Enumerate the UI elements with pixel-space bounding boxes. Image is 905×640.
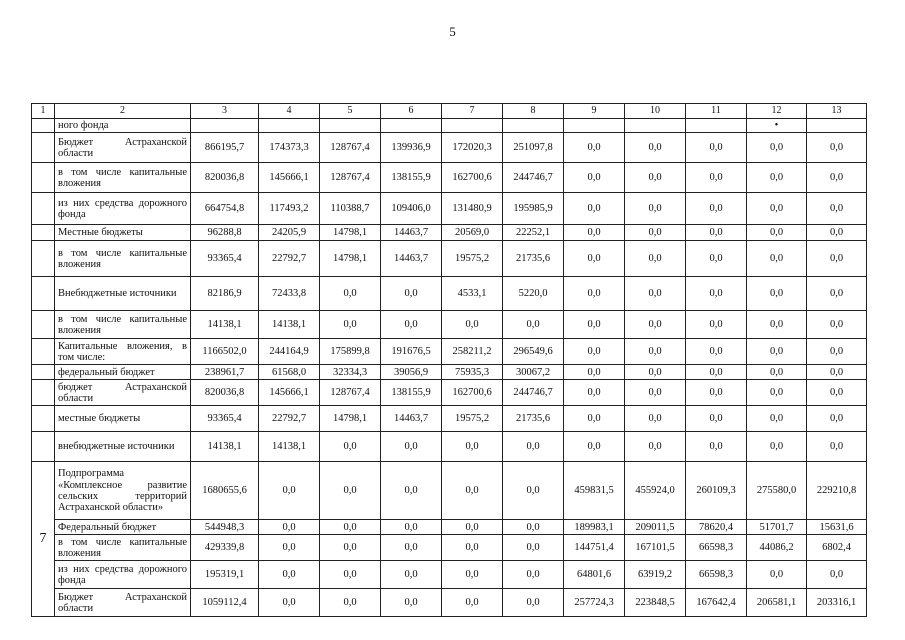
- value-cell: 82186,9: [191, 277, 259, 311]
- value-cell: 0,0: [381, 462, 442, 520]
- value-cell: 0,0: [625, 432, 686, 462]
- table-row: [32, 163, 867, 193]
- table-row: [32, 432, 867, 462]
- value-cell: 167642,4: [686, 589, 747, 617]
- row-number-cell: [32, 406, 55, 432]
- value-cell: 203316,1: [807, 589, 867, 617]
- value-cell: 0,0: [747, 365, 807, 380]
- value-cell: 0,0: [747, 561, 807, 589]
- value-cell: 0,0: [320, 561, 381, 589]
- value-cell: 0,0: [625, 193, 686, 225]
- value-cell: 20569,0: [442, 225, 503, 241]
- value-cell: 195319,1: [191, 561, 259, 589]
- value-cell: [686, 119, 747, 133]
- value-cell: 0,0: [625, 339, 686, 365]
- value-cell: [564, 119, 625, 133]
- value-cell: 0,0: [807, 277, 867, 311]
- row-label: местные бюджеты: [55, 406, 191, 432]
- value-cell: 0,0: [564, 193, 625, 225]
- row-label: ного фонда: [55, 119, 191, 133]
- value-cell: 24205,9: [259, 225, 320, 241]
- value-cell: 30067,2: [503, 365, 564, 380]
- value-cell: [191, 119, 259, 133]
- table-row: [32, 241, 867, 277]
- value-cell: 0,0: [564, 311, 625, 339]
- value-cell: 96288,8: [191, 225, 259, 241]
- value-cell: 0,0: [686, 432, 747, 462]
- value-cell: 0,0: [381, 589, 442, 617]
- value-cell: 0,0: [686, 311, 747, 339]
- column-header: 6: [381, 104, 442, 119]
- value-cell: 866195,7: [191, 133, 259, 163]
- value-cell: 19575,2: [442, 406, 503, 432]
- value-cell: 223848,5: [625, 589, 686, 617]
- value-cell: 0,0: [686, 241, 747, 277]
- value-cell: 162700,6: [442, 380, 503, 406]
- value-cell: 0,0: [686, 365, 747, 380]
- value-cell: 0,0: [381, 432, 442, 462]
- value-cell: 275580,0: [747, 462, 807, 520]
- row-number-cell: [32, 339, 55, 365]
- value-cell: 14463,7: [381, 241, 442, 277]
- value-cell: 0,0: [747, 133, 807, 163]
- value-cell: 0,0: [625, 241, 686, 277]
- table-row: [32, 133, 867, 163]
- value-cell: 51701,7: [747, 520, 807, 535]
- value-cell: 429339,8: [191, 535, 259, 561]
- row-number-cell: [32, 277, 55, 311]
- value-cell: 0,0: [747, 311, 807, 339]
- value-cell: 0,0: [503, 561, 564, 589]
- value-cell: 0,0: [807, 241, 867, 277]
- row-number-cell: [32, 432, 55, 462]
- value-cell: 14798,1: [320, 241, 381, 277]
- row-label: в том числе капитальные вложения: [55, 535, 191, 561]
- value-cell: 0,0: [442, 589, 503, 617]
- row-number-cell: [32, 119, 55, 133]
- row-number-cell: [32, 241, 55, 277]
- value-cell: 0,0: [320, 432, 381, 462]
- value-cell: 0,0: [747, 432, 807, 462]
- value-cell: 0,0: [807, 225, 867, 241]
- row-label: Бюджет Астраханской области: [55, 589, 191, 617]
- table-row: [32, 462, 867, 520]
- value-cell: 0,0: [381, 561, 442, 589]
- value-cell: 44086,2: [747, 535, 807, 561]
- row-number-cell: [32, 311, 55, 339]
- value-cell: 0,0: [564, 133, 625, 163]
- table-row: [32, 589, 867, 617]
- value-cell: 0,0: [807, 561, 867, 589]
- row-label: Местные бюджеты: [55, 225, 191, 241]
- value-cell: 14463,7: [381, 225, 442, 241]
- table-row: [32, 535, 867, 561]
- row-number-cell: [32, 225, 55, 241]
- value-cell: 0,0: [381, 277, 442, 311]
- value-cell: 0,0: [686, 339, 747, 365]
- value-cell: 63919,2: [625, 561, 686, 589]
- value-cell: 0,0: [320, 462, 381, 520]
- row-label: Бюджет Астраханской области: [55, 133, 191, 163]
- value-cell: 61568,0: [259, 365, 320, 380]
- value-cell: 0,0: [259, 535, 320, 561]
- row-label: Внебюджетные источники: [55, 277, 191, 311]
- value-cell: 1166502,0: [191, 339, 259, 365]
- value-cell: 189983,1: [564, 520, 625, 535]
- value-cell: 109406,0: [381, 193, 442, 225]
- value-cell: 260109,3: [686, 462, 747, 520]
- value-cell: •: [747, 119, 807, 133]
- value-cell: 0,0: [686, 380, 747, 406]
- value-cell: 14138,1: [191, 311, 259, 339]
- value-cell: 138155,9: [381, 380, 442, 406]
- value-cell: 0,0: [381, 520, 442, 535]
- value-cell: 175899,8: [320, 339, 381, 365]
- value-cell: 820036,8: [191, 380, 259, 406]
- row-label: в том числе капитальные вложения: [55, 241, 191, 277]
- value-cell: 0,0: [625, 311, 686, 339]
- value-cell: 258211,2: [442, 339, 503, 365]
- value-cell: 0,0: [625, 365, 686, 380]
- table-row: [32, 365, 867, 380]
- column-header: 12: [747, 104, 807, 119]
- value-cell: 0,0: [442, 432, 503, 462]
- value-cell: 78620,4: [686, 520, 747, 535]
- value-cell: 0,0: [686, 225, 747, 241]
- value-cell: 0,0: [625, 380, 686, 406]
- value-cell: 14463,7: [381, 406, 442, 432]
- value-cell: 544948,3: [191, 520, 259, 535]
- table-row: [32, 380, 867, 406]
- value-cell: 172020,3: [442, 133, 503, 163]
- value-cell: 0,0: [625, 225, 686, 241]
- value-cell: 0,0: [503, 432, 564, 462]
- value-cell: 664754,8: [191, 193, 259, 225]
- value-cell: 0,0: [503, 462, 564, 520]
- value-cell: 93365,4: [191, 406, 259, 432]
- value-cell: 0,0: [564, 432, 625, 462]
- column-header: 5: [320, 104, 381, 119]
- value-cell: 0,0: [807, 193, 867, 225]
- column-header: 13: [807, 104, 867, 119]
- value-cell: 0,0: [564, 277, 625, 311]
- value-cell: [320, 119, 381, 133]
- table-row: [32, 561, 867, 589]
- value-cell: 117493,2: [259, 193, 320, 225]
- value-cell: 0,0: [381, 311, 442, 339]
- row-label: в том числе капитальные вложения: [55, 311, 191, 339]
- value-cell: 14798,1: [320, 225, 381, 241]
- value-cell: 0,0: [564, 380, 625, 406]
- value-cell: [625, 119, 686, 133]
- value-cell: 0,0: [564, 225, 625, 241]
- value-cell: 459831,5: [564, 462, 625, 520]
- value-cell: 167101,5: [625, 535, 686, 561]
- value-cell: 128767,4: [320, 380, 381, 406]
- value-cell: 0,0: [807, 365, 867, 380]
- table-row: [32, 311, 867, 339]
- table-row: [32, 339, 867, 365]
- value-cell: 139936,9: [381, 133, 442, 163]
- value-cell: 0,0: [442, 535, 503, 561]
- value-cell: 174373,3: [259, 133, 320, 163]
- value-cell: 0,0: [686, 406, 747, 432]
- value-cell: 39056,9: [381, 365, 442, 380]
- row-number-cell: [32, 133, 55, 163]
- row-label: из них средства дорожного фонда: [55, 561, 191, 589]
- value-cell: 14138,1: [259, 311, 320, 339]
- value-cell: 1059112,4: [191, 589, 259, 617]
- value-cell: 0,0: [503, 535, 564, 561]
- row-label: в том числе капитальные вложения: [55, 163, 191, 193]
- row-number-cell: [32, 193, 55, 225]
- value-cell: 0,0: [442, 561, 503, 589]
- value-cell: 244746,7: [503, 380, 564, 406]
- value-cell: 14798,1: [320, 406, 381, 432]
- value-cell: 0,0: [259, 561, 320, 589]
- value-cell: 21735,6: [503, 241, 564, 277]
- value-cell: 0,0: [807, 163, 867, 193]
- value-cell: 0,0: [747, 241, 807, 277]
- value-cell: 0,0: [259, 589, 320, 617]
- row-label: Подпрограмма «Комплексное развитие сельских территорий Астраханской области»: [55, 462, 191, 520]
- column-header: 4: [259, 104, 320, 119]
- value-cell: 0,0: [503, 589, 564, 617]
- value-cell: 0,0: [747, 193, 807, 225]
- value-cell: [381, 119, 442, 133]
- value-cell: [442, 119, 503, 133]
- value-cell: 14138,1: [191, 432, 259, 462]
- column-header: 9: [564, 104, 625, 119]
- value-cell: 455924,0: [625, 462, 686, 520]
- value-cell: 238961,7: [191, 365, 259, 380]
- value-cell: 19575,2: [442, 241, 503, 277]
- value-cell: 0,0: [320, 277, 381, 311]
- value-cell: 110388,7: [320, 193, 381, 225]
- value-cell: 22792,7: [259, 406, 320, 432]
- column-header: 3: [191, 104, 259, 119]
- value-cell: 0,0: [747, 339, 807, 365]
- value-cell: 138155,9: [381, 163, 442, 193]
- value-cell: 5220,0: [503, 277, 564, 311]
- row-number-cell: [32, 163, 55, 193]
- column-header: 10: [625, 104, 686, 119]
- value-cell: 144751,4: [564, 535, 625, 561]
- table-row: [32, 520, 867, 535]
- value-cell: 22792,7: [259, 241, 320, 277]
- page-number: 5: [449, 24, 456, 39]
- column-header: 7: [442, 104, 503, 119]
- value-cell: 0,0: [807, 380, 867, 406]
- header-row: [32, 104, 867, 119]
- value-cell: 0,0: [625, 406, 686, 432]
- table-row: [32, 406, 867, 432]
- value-cell: 0,0: [259, 520, 320, 535]
- value-cell: 32334,3: [320, 365, 381, 380]
- value-cell: 244164,9: [259, 339, 320, 365]
- value-cell: 6802,4: [807, 535, 867, 561]
- value-cell: 229210,8: [807, 462, 867, 520]
- value-cell: 0,0: [686, 133, 747, 163]
- budget-table: [31, 103, 867, 617]
- value-cell: 0,0: [625, 277, 686, 311]
- value-cell: 0,0: [564, 406, 625, 432]
- value-cell: 244746,7: [503, 163, 564, 193]
- column-header: 2: [55, 104, 191, 119]
- value-cell: [259, 119, 320, 133]
- value-cell: 0,0: [686, 163, 747, 193]
- value-cell: 0,0: [625, 133, 686, 163]
- value-cell: 64801,6: [564, 561, 625, 589]
- value-cell: [807, 119, 867, 133]
- value-cell: 0,0: [442, 311, 503, 339]
- value-cell: 162700,6: [442, 163, 503, 193]
- value-cell: 0,0: [807, 432, 867, 462]
- value-cell: 131480,9: [442, 193, 503, 225]
- value-cell: 1680655,6: [191, 462, 259, 520]
- value-cell: 0,0: [320, 589, 381, 617]
- value-cell: 296549,6: [503, 339, 564, 365]
- value-cell: 0,0: [807, 339, 867, 365]
- value-cell: 66598,3: [686, 561, 747, 589]
- column-header: 8: [503, 104, 564, 119]
- value-cell: 66598,3: [686, 535, 747, 561]
- value-cell: 0,0: [625, 163, 686, 193]
- value-cell: 0,0: [807, 311, 867, 339]
- value-cell: 0,0: [747, 277, 807, 311]
- value-cell: 145666,1: [259, 380, 320, 406]
- value-cell: 0,0: [564, 241, 625, 277]
- value-cell: 0,0: [747, 406, 807, 432]
- row-label: внебюджетные источники: [55, 432, 191, 462]
- column-header: 1: [32, 104, 55, 119]
- value-cell: 195985,9: [503, 193, 564, 225]
- row-number-cell: [32, 380, 55, 406]
- row-label: из них средства дорожного фонда: [55, 193, 191, 225]
- value-cell: 0,0: [747, 163, 807, 193]
- value-cell: 4533,1: [442, 277, 503, 311]
- value-cell: 0,0: [686, 193, 747, 225]
- value-cell: 0,0: [320, 520, 381, 535]
- value-cell: 0,0: [747, 225, 807, 241]
- value-cell: 206581,1: [747, 589, 807, 617]
- value-cell: 0,0: [564, 339, 625, 365]
- value-cell: 251097,8: [503, 133, 564, 163]
- value-cell: 0,0: [503, 311, 564, 339]
- value-cell: 14138,1: [259, 432, 320, 462]
- value-cell: 0,0: [320, 311, 381, 339]
- value-cell: 191676,5: [381, 339, 442, 365]
- value-cell: 145666,1: [259, 163, 320, 193]
- table-row: [32, 193, 867, 225]
- row-number-cell: [32, 365, 55, 380]
- value-cell: 0,0: [320, 535, 381, 561]
- value-cell: 257724,3: [564, 589, 625, 617]
- value-cell: 72433,8: [259, 277, 320, 311]
- value-cell: 0,0: [564, 365, 625, 380]
- table-body: [32, 104, 867, 617]
- value-cell: 0,0: [807, 133, 867, 163]
- value-cell: 128767,4: [320, 133, 381, 163]
- value-cell: 0,0: [564, 163, 625, 193]
- value-cell: [503, 119, 564, 133]
- row-label: федеральный бюджет: [55, 365, 191, 380]
- value-cell: 209011,5: [625, 520, 686, 535]
- section-number: 7: [32, 462, 55, 617]
- value-cell: 820036,8: [191, 163, 259, 193]
- value-cell: 0,0: [807, 406, 867, 432]
- value-cell: 0,0: [259, 462, 320, 520]
- row-label: Федеральный бюджет: [55, 520, 191, 535]
- value-cell: 0,0: [442, 520, 503, 535]
- value-cell: 0,0: [503, 520, 564, 535]
- value-cell: 15631,6: [807, 520, 867, 535]
- value-cell: 128767,4: [320, 163, 381, 193]
- value-cell: 75935,3: [442, 365, 503, 380]
- column-header: 11: [686, 104, 747, 119]
- value-cell: 22252,1: [503, 225, 564, 241]
- value-cell: 21735,6: [503, 406, 564, 432]
- value-cell: 93365,4: [191, 241, 259, 277]
- row-label: бюджет Астраханской области: [55, 380, 191, 406]
- table-row: [32, 277, 867, 311]
- row-label: Капитальные вложения, в том числе:: [55, 339, 191, 365]
- value-cell: 0,0: [442, 462, 503, 520]
- table-row: [32, 225, 867, 241]
- value-cell: 0,0: [747, 380, 807, 406]
- value-cell: 0,0: [686, 277, 747, 311]
- table-row: [32, 119, 867, 133]
- value-cell: 0,0: [381, 535, 442, 561]
